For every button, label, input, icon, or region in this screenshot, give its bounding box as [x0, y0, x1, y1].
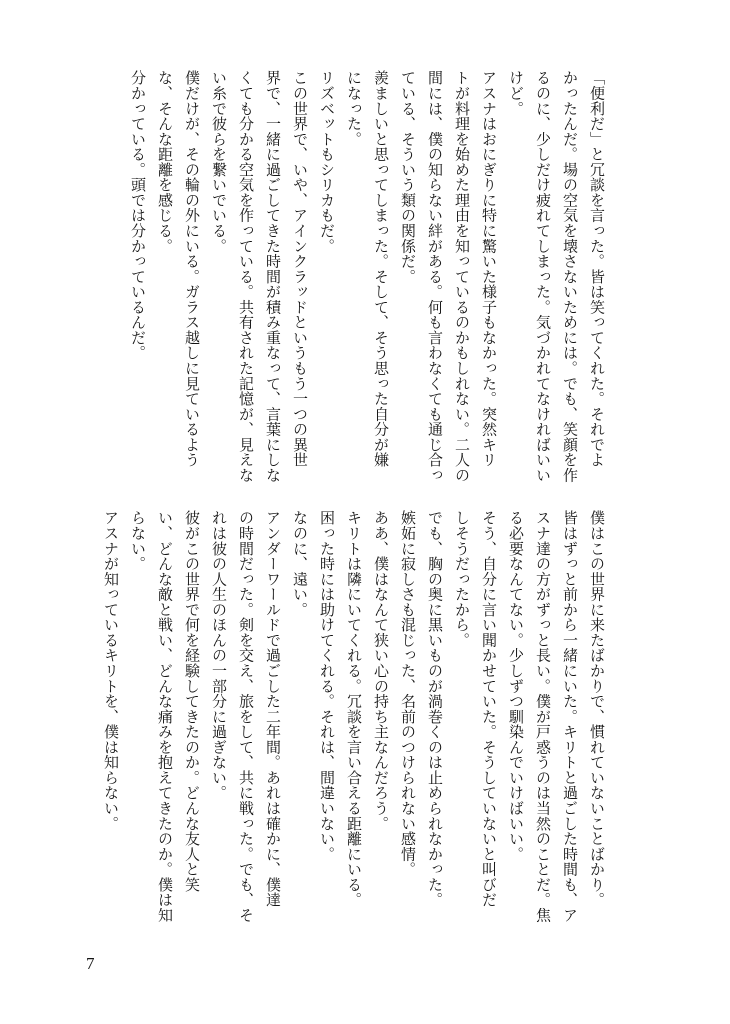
text-line: 彼がこの世界で何を経験してきたのか。どんな友人と笑 — [183, 510, 201, 892]
text-line: らない。 — [129, 510, 147, 572]
text-line: 皆はずっと前から一緒にいた。キリトと過ごした時間も、ア — [561, 510, 579, 923]
text-line: かったんだ。場の空気を壊さないためには。でも、笑顔を作 — [561, 70, 579, 483]
text-line: 羨ましいと思ってしまった。そして、そう思った自分が嫌 — [372, 70, 390, 468]
text-line: るのに、少しだけ疲れてしまった。気づかれてなければいい — [534, 70, 552, 483]
text-line: 困った時には助けてくれる。それは、間違いない。 — [318, 510, 336, 862]
text-line: 僕はこの世界に来たばかりで、慣れていないことばかり。 — [588, 510, 606, 908]
text-line: ああ、僕はなんて狭い心の持ち主なんだろう。 — [372, 510, 390, 831]
text-line: 間には、僕の知らない絆がある。何も言わなくても通じ合っ — [426, 70, 444, 483]
text-block-upper — [104, 70, 606, 484]
text-line: 僕だけが、その輪の外にいる。ガラス越しに見ているよう — [183, 70, 201, 468]
text-line: の時間だった。剣を交え、旅をして、共に戦った。でも、そ — [237, 510, 255, 923]
text-line: けど。 — [507, 70, 525, 116]
text-line: れは彼の人生のほんの一部分に過ぎない。 — [210, 510, 228, 801]
text-line: くても分かる空気を作っている。共有された記憶が、見えな — [237, 70, 255, 483]
text-line: 「便利だ」と冗談を言った。皆は笑ってくれた。それでよ — [588, 70, 606, 468]
text-line: 分かっている。頭では分かっているんだ。 — [129, 70, 147, 361]
text-line: しそうだったから。 — [453, 510, 471, 648]
text-line: アスナはおにぎりに特に驚いた様子もなかった。突然キリ — [480, 70, 498, 468]
text-block-lower — [104, 510, 606, 924]
text-line: アスナが知っているキリトを、僕は知らない。 — [102, 510, 120, 831]
page-number: 7 — [86, 954, 95, 973]
text-line: トが料理を始めた理由を知っているのかもしれない。二人の — [453, 70, 471, 483]
text-line: アンダーワールドで過ごした二年間。あれは確かに、僕達 — [264, 510, 282, 908]
text-line: この世界で、いや、アインクラッドというもう一つの異世 — [291, 70, 309, 468]
text-line: ている、そういう類の関係だ。 — [399, 70, 417, 284]
text-line: 界で、一緒に過ごしてきた時間が積み重なって、言葉にしな — [264, 70, 282, 483]
text-line: キリトは隣にいてくれる。冗談を言い合える距離にいる。 — [345, 510, 363, 908]
text-line: 嫉妬に寂しさも混じった、名前のつけられない感情。 — [399, 510, 417, 877]
text-line: い糸で彼らを繋いでいる。 — [210, 70, 228, 254]
text-line: な、そんな距離を感じる。 — [156, 70, 174, 254]
text-line: スナ達の方がずっと長い。僕が戸惑うのは当然のことだ。焦 — [534, 510, 552, 923]
text-line: い、どんな敵と戦い、どんな痛みを抱えてきたのか。僕は知 — [156, 510, 174, 923]
text-line: そう、自分に言い聞かせていた。そうしていないと叫びだ — [480, 510, 498, 908]
text-line: る必要なんてない。少しずつ馴染んでいけばいい。 — [507, 510, 525, 862]
text-line: でも、胸の奥に黒いものが渦巻くのは止められなかった。 — [426, 510, 444, 908]
text-line: なのに、遠い。 — [291, 510, 309, 617]
text-line: リズベットもシリカもだ。 — [318, 70, 336, 254]
text-line: になった。 — [345, 70, 363, 147]
